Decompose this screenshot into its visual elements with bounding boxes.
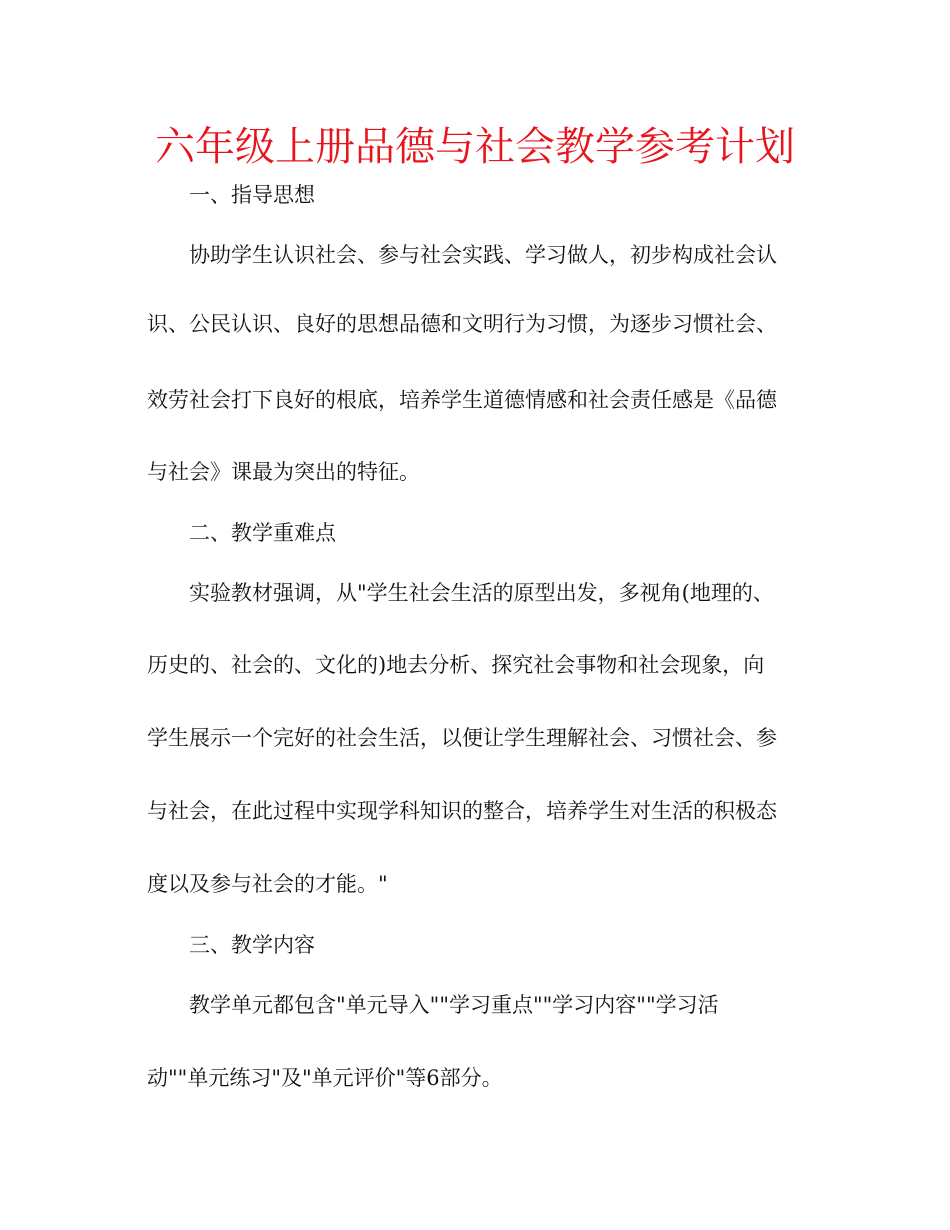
paragraph-line: 与社会》课最为突出的特征。: [147, 460, 420, 484]
paragraph-line: 度以及参与社会的才能。": [147, 872, 388, 896]
paragraph-line: 学生展示一个完好的社会生活，以便让学生理解社会、习惯社会、参: [147, 726, 777, 750]
paragraph-line: 教学单元都包含"单元导入""学习重点""学习内容""学习活: [189, 993, 719, 1017]
paragraph-line: 协助学生认识社会、参与社会实践、学习做人，初步构成社会认: [189, 243, 777, 267]
paragraph-line: 动""单元练习"及"单元评价"等6部分。: [147, 1066, 503, 1090]
paragraph-line: 效劳社会打下良好的根底，培养学生道德情感和社会责任感是《品德: [147, 388, 777, 412]
paragraph-line: 与社会，在此过程中实现学科知识的整合，培养学生对生活的积极态: [147, 799, 777, 823]
paragraph-line: 实验教材强调，从"学生社会生活的原型出发，多视角(地理的、: [189, 581, 774, 605]
section-heading-key-points: 二、教学重难点: [189, 521, 336, 545]
paragraph-line: 历史的、社会的、文化的)地去分析、探究社会事物和社会现象，向: [147, 653, 765, 677]
document-title: 六年级上册品德与社会教学参考计划: [155, 124, 795, 170]
section-heading-teaching-content: 三、教学内容: [189, 933, 315, 957]
paragraph-line: 识、公民认识、良好的思想品德和文明行为习惯，为逐步习惯社会、: [147, 312, 777, 336]
section-heading-guiding-thought: 一、指导思想: [189, 183, 315, 207]
